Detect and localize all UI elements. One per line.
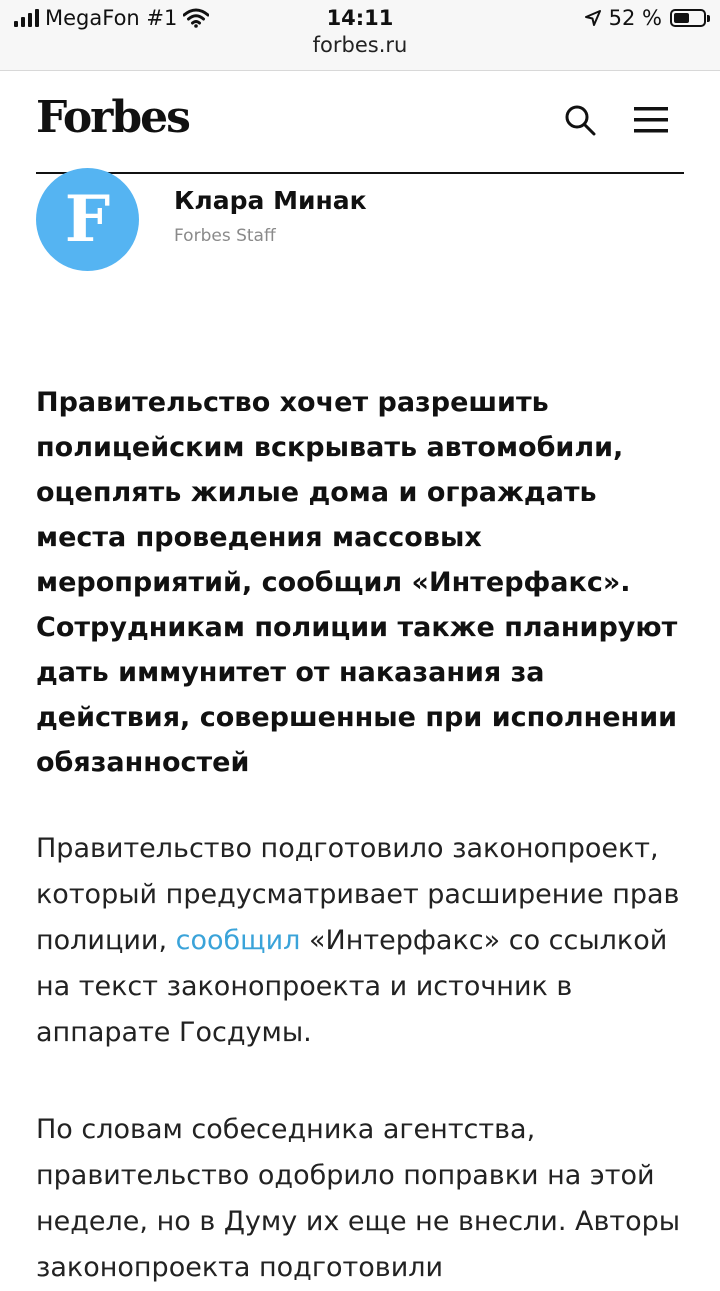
paragraph-text: Правительство подготовило законопроект, который предусматривает расширение прав полиции, — [36, 833, 680, 956]
address-bar-url[interactable]: forbes.ru — [312, 33, 408, 57]
paragraph-text: «Интерфакс» со ссылкой на текст законопроекта и источник в аппарате Госдумы. — [36, 925, 668, 1048]
carrier-name: MegaFon #1 — [45, 6, 178, 30]
article-paragraph — [36, 826, 686, 1056]
author-name[interactable]: Клара Минак — [174, 186, 367, 215]
forbes-logo[interactable]: Forbes — [36, 92, 189, 143]
battery-fill — [674, 13, 689, 23]
status-bar — [0, 0, 720, 71]
location-arrow-icon — [585, 10, 601, 26]
battery-percent: 52 % — [608, 6, 662, 30]
status-right — [585, 6, 706, 30]
article-lead: Правительство хочет разрешить полицейским вскрывать автомобили, оцеплять жилые дома и ограждать места проведения массовых мероприятий, сообщил «Интерфакс». Сотрудникам полиции также планируют дать иммунитет от наказания за действия, совершенные при исполнении обязанностей — [36, 387, 678, 778]
author-avatar[interactable]: F — [36, 168, 139, 271]
author-block — [36, 168, 684, 278]
source-link[interactable]: сообщил — [175, 925, 301, 956]
status-time: 14:11 — [326, 6, 394, 30]
search-icon[interactable] — [564, 104, 596, 136]
hamburger-menu-icon[interactable] — [634, 106, 668, 134]
battery-icon — [670, 9, 706, 27]
author-role: Forbes Staff — [174, 226, 276, 246]
site-header — [36, 70, 684, 174]
article-paragraph: По словам собеседника агентства, правительство одобрило поправки на этой неделе, но в Думу их еще не внесли. Авторы законопроекта подготовили — [36, 1114, 681, 1283]
